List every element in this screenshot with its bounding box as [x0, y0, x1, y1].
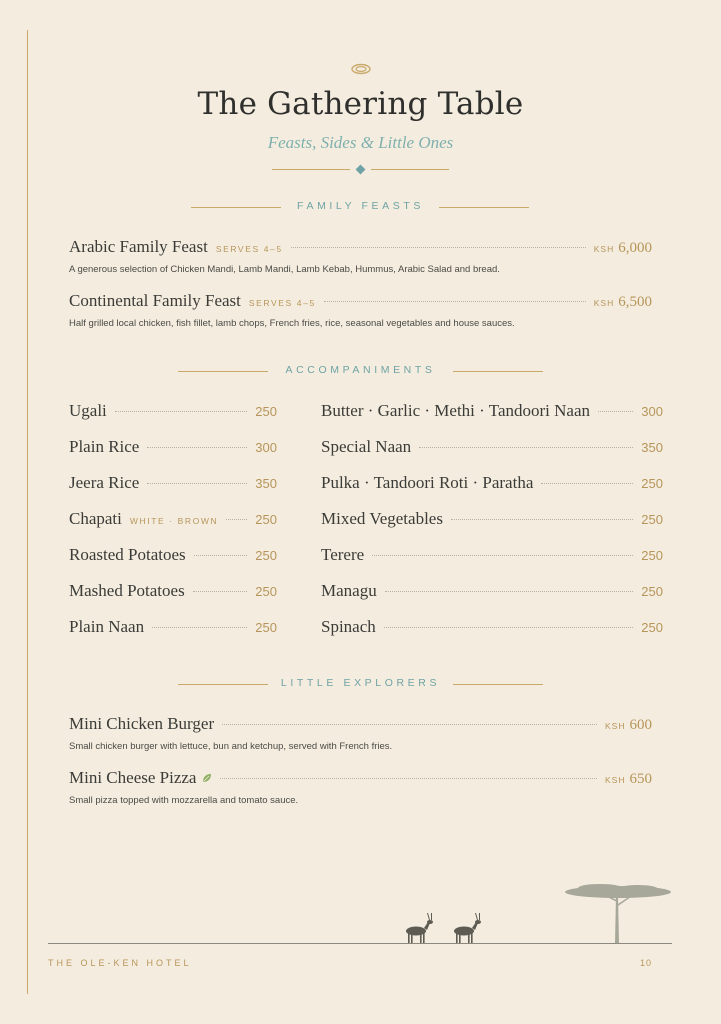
- list-item: Chapati WHITE · BROWN 250: [69, 509, 277, 528]
- left-border-rule: [27, 30, 28, 994]
- item-description: Small chicken burger with lettuce, bun and ketchup, served with French fries.: [69, 741, 393, 752]
- section-heading-little-explorers: LITTLE EXPLORERS: [0, 677, 721, 691]
- item-description: A generous selection of Chicken Mandi, Lamb Mandi, Lamb Kebab, Hummus, Arabic Salad and bread.: [69, 264, 500, 275]
- list-item: Plain Rice 300: [69, 437, 277, 456]
- section-heading-accompaniments: ACCOMPANIMENTS: [0, 364, 721, 378]
- menu-item-mini-cheese-pizza: Mini Cheese Pizza KSH 650: [69, 768, 652, 787]
- page-number: 10: [639, 958, 652, 968]
- list-item: Roasted Potatoes 250: [69, 545, 277, 564]
- list-item: Mixed Vegetables 250: [321, 509, 663, 528]
- list-item: Plain Naan 250: [69, 617, 277, 636]
- savanna-antelope-acacia-illustration: [400, 882, 675, 944]
- title-divider-left: [272, 169, 350, 170]
- footer-divider: [48, 943, 672, 944]
- item-description: Small pizza topped with mozzarella and tomato sauce.: [69, 795, 299, 806]
- menu-item-mini-chicken-burger: Mini Chicken Burger KSH 600: [69, 714, 652, 733]
- list-item: Managu 250: [321, 581, 663, 600]
- list-item: Pulka · Tandoori Roti · Paratha 250: [321, 473, 663, 492]
- list-item: Butter · Garlic · Methi · Tandoori Naan 300: [321, 401, 663, 420]
- menu-item-continental-family-feast: Continental Family Feast SERVES 4–5 KSH 6,500: [69, 291, 652, 310]
- emblem-ring-icon: [351, 62, 371, 76]
- section-heading-family-feasts: FAMILY FEASTS: [0, 200, 721, 214]
- title-divider-right: [371, 169, 449, 170]
- list-item: Jeera Rice 350: [69, 473, 277, 492]
- diamond-ornament-icon: [356, 165, 366, 175]
- footer-hotel-name: THE OLE-KEN HOTEL: [48, 958, 192, 968]
- menu-item-arabic-family-feast: Arabic Family Feast SERVES 4–5 KSH 6,000: [69, 237, 652, 256]
- list-item: Ugali 250: [69, 401, 277, 420]
- list-item: Special Naan 350: [321, 437, 663, 456]
- list-item: Terere 250: [321, 545, 663, 564]
- list-item: Spinach 250: [321, 617, 663, 636]
- item-description: Half grilled local chicken, fish fillet, lamb chops, French fries, rice, seasonal vegetables and house sauces.: [69, 318, 515, 329]
- vegetarian-leaf-icon: [202, 773, 212, 783]
- page-title: The Gathering Table: [197, 86, 524, 122]
- page-subtitle: Feasts, Sides & Little Ones: [267, 133, 454, 152]
- list-item: Mashed Potatoes 250: [69, 581, 277, 600]
